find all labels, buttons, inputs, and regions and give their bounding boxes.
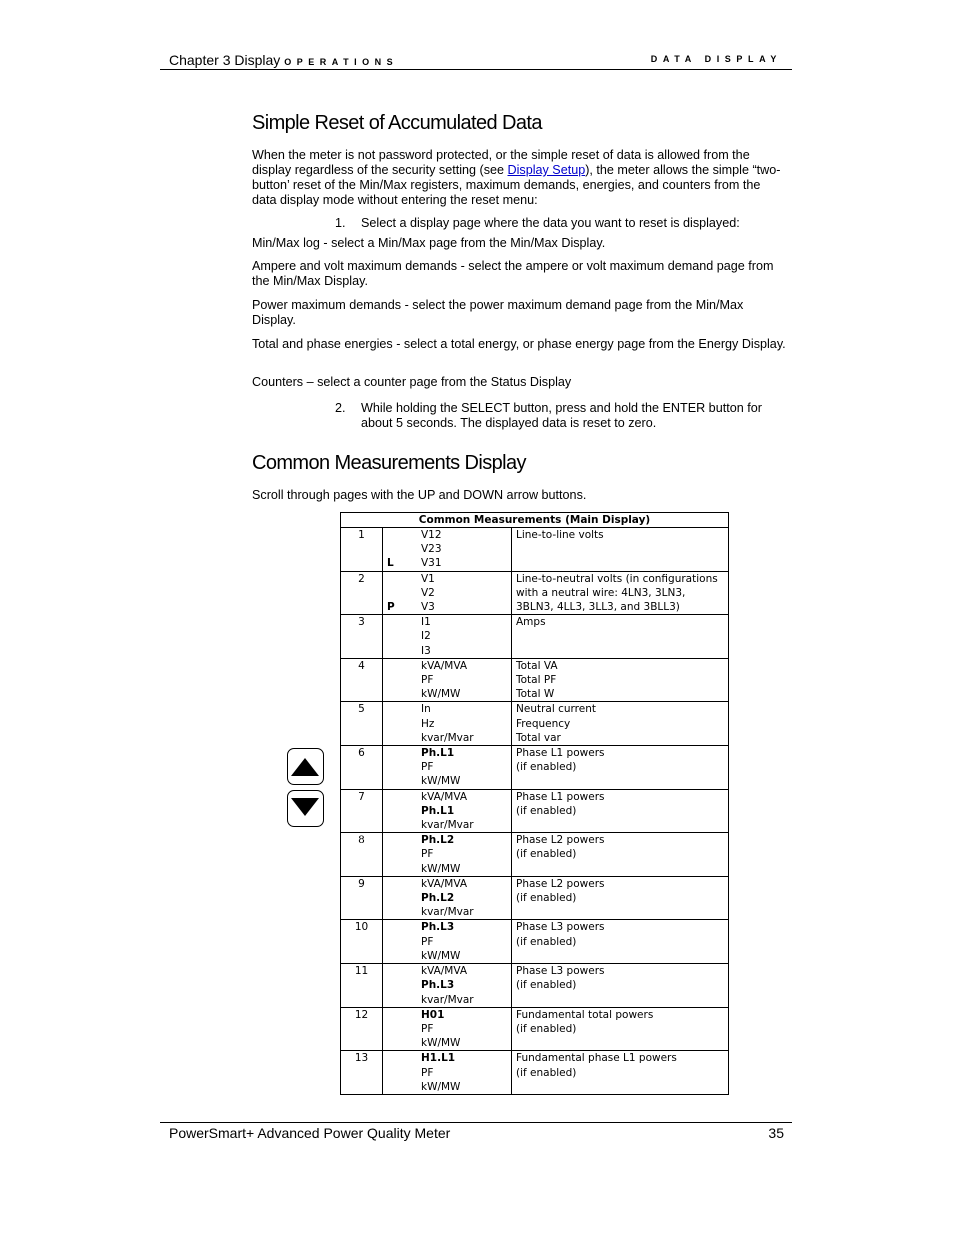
display-code: Ph.L1 — [421, 804, 455, 817]
table-title: Common Measurements (Main Display) — [341, 513, 729, 528]
display-code: PF — [421, 1022, 434, 1035]
table-row — [341, 920, 729, 964]
display-code-cell — [383, 920, 512, 964]
page-number-cell: 11 — [341, 964, 383, 1008]
section-title-simple-reset: Simple Reset of Accumulated Data — [252, 112, 542, 134]
page-header — [160, 52, 792, 70]
reset-item: Ampere and volt maximum demands - select the ampere or volt maximum demand page from the Min/Max Display. — [252, 259, 774, 288]
display-setup-link[interactable]: Display Setup — [507, 163, 586, 177]
description-cell — [512, 1051, 729, 1095]
display-line — [383, 1080, 511, 1094]
description-line: 3BLN3, 4LL3, 3LL3, and 3BLL3) — [516, 601, 680, 614]
display-line — [383, 949, 511, 963]
display-code: I2 — [421, 630, 431, 643]
display-code: V23 — [421, 543, 442, 556]
description-cell — [512, 571, 729, 615]
display-line — [383, 528, 511, 542]
display-code-cell — [383, 789, 512, 833]
display-code: kW/MW — [421, 949, 461, 962]
description-line: Fundamental phase L1 powers — [516, 1052, 677, 1065]
display-code: In — [421, 703, 431, 716]
page-number-cell: 7 — [341, 789, 383, 833]
header-chapter: Chapter 3 Display OPERATIONS — [169, 52, 399, 68]
display-code: kW/MW — [421, 775, 461, 788]
description-line: (if enabled) — [516, 761, 577, 774]
up-button[interactable] — [287, 748, 324, 785]
description-line: Neutral current — [516, 703, 596, 716]
page-number-cell: 10 — [341, 920, 383, 964]
section-title-common-measurements: Common Measurements Display — [252, 452, 526, 474]
step-number: 1. — [335, 216, 346, 230]
display-line — [383, 833, 511, 847]
table-row — [341, 702, 729, 746]
measurements-table — [340, 512, 729, 1095]
description-line: (if enabled) — [516, 1066, 577, 1079]
display-code: Ph.L3 — [421, 921, 455, 934]
display-code: PF — [421, 761, 434, 774]
description-cell — [512, 964, 729, 1008]
table-row — [341, 1051, 729, 1095]
page-number-cell: 2 — [341, 571, 383, 615]
description-cell — [512, 876, 729, 920]
page-number-cell: 4 — [341, 658, 383, 702]
display-line — [383, 1008, 511, 1022]
description-line: (if enabled) — [516, 979, 577, 992]
display-line — [383, 790, 511, 804]
display-code-cell — [383, 1051, 512, 1095]
display-code: H01 — [421, 1008, 445, 1021]
page-number-cell: 5 — [341, 702, 383, 746]
down-button[interactable] — [287, 790, 324, 827]
display-line — [383, 746, 511, 760]
step-text: Select a display page where the data you want to reset is displayed: — [361, 216, 740, 230]
down-arrow-icon — [291, 794, 319, 822]
page-number-cell: 6 — [341, 746, 383, 790]
description-cell — [512, 702, 729, 746]
display-code: Ph.L1 — [421, 747, 455, 760]
display-line — [383, 1066, 511, 1080]
display-code-cell — [383, 746, 512, 790]
page-number-cell: 9 — [341, 876, 383, 920]
reset-item: Counters – select a counter page from the Status Display — [252, 375, 572, 389]
description-line: Phase L2 powers — [516, 877, 605, 890]
display-code-cell — [383, 876, 512, 920]
description-line: (if enabled) — [516, 848, 577, 861]
description-line: Line-to-neutral volts (in configurations — [516, 572, 718, 585]
description-cell — [512, 1007, 729, 1051]
description-line: Frequency — [516, 717, 571, 730]
step-text: While holding the SELECT button, press and hold the ENTER button for about 5 seconds. The displayed data is reset to zero. — [361, 401, 762, 430]
display-code: kVA/MVA — [421, 790, 468, 803]
display-code: Ph.L2 — [421, 892, 455, 905]
display-code: PF — [421, 1066, 434, 1079]
display-line — [383, 804, 511, 818]
display-line — [383, 717, 511, 731]
table-row — [341, 964, 729, 1008]
display-code-cell — [383, 528, 512, 572]
display-line — [383, 847, 511, 861]
description-line: Total W — [516, 688, 555, 701]
display-line — [383, 687, 511, 701]
display-line — [383, 615, 511, 629]
step-number: 2. — [335, 401, 346, 415]
display-line — [383, 659, 511, 673]
display-line — [383, 935, 511, 949]
description-cell — [512, 615, 729, 659]
display-code: PF — [421, 848, 434, 861]
description-cell — [512, 833, 729, 877]
display-line — [383, 731, 511, 745]
display-line — [383, 877, 511, 891]
display-code: kvar/Mvar — [421, 993, 474, 1006]
display-line — [383, 629, 511, 643]
display-line — [383, 1036, 511, 1050]
display-code: kW/MW — [421, 1037, 461, 1050]
description-line: (if enabled) — [516, 935, 577, 948]
up-arrow-icon — [291, 752, 319, 780]
display-code-cell — [383, 833, 512, 877]
header-section: OPERATIONS — [284, 57, 399, 67]
description-line: Line-to-line volts — [516, 529, 604, 541]
display-code: V1 — [421, 572, 435, 585]
display-code: I3 — [421, 644, 431, 657]
page-number-cell: 13 — [341, 1051, 383, 1095]
display-line — [383, 702, 511, 716]
display-line — [383, 818, 511, 832]
display-line — [383, 993, 511, 1007]
display-code-cell — [383, 702, 512, 746]
display-code: PF — [421, 674, 434, 687]
page-number: 35 — [768, 1125, 784, 1141]
display-code: kvar/Mvar — [421, 819, 474, 832]
display-code-cell — [383, 1007, 512, 1051]
description-cell — [512, 920, 729, 964]
mode-marker: L — [387, 557, 394, 570]
description-line: Phase L1 powers — [516, 747, 605, 760]
display-line — [383, 673, 511, 687]
display-code-cell — [383, 615, 512, 659]
display-line — [383, 964, 511, 978]
display-code: kvar/Mvar — [421, 731, 474, 744]
display-code-cell — [383, 571, 512, 615]
page-number-cell: 3 — [341, 615, 383, 659]
scroll-instruction: Scroll through pages with the UP and DOWN arrow buttons. — [252, 488, 587, 502]
display-line — [383, 572, 511, 586]
display-line — [383, 774, 511, 788]
description-line: Amps — [516, 616, 546, 629]
description-line: Total var — [516, 731, 561, 744]
display-code: kVA/MVA — [421, 659, 468, 672]
display-code: kVA/MVA — [421, 965, 468, 978]
table-row — [341, 746, 729, 790]
display-code: V12 — [421, 529, 442, 541]
mode-marker: P — [387, 601, 395, 614]
display-code: kW/MW — [421, 688, 461, 701]
intro-paragraph: When the meter is not password protected, or the simple reset of data is allowed from the display regardless of the security setting (see Display Setup), the meter allows the simple “two-button’ reset of the Min/Max registers, maximum demands, energies, and counters from the data display mode without entering the reset menu: — [252, 148, 781, 207]
display-code-cell — [383, 964, 512, 1008]
display-code: kW/MW — [421, 1080, 461, 1093]
reset-item: Min/Max log - select a Min/Max page from the Min/Max Display. — [252, 236, 606, 250]
page-number-cell: 12 — [341, 1007, 383, 1051]
display-line — [383, 920, 511, 934]
description-line: Phase L3 powers — [516, 965, 605, 978]
description-line: with a neutral wire: 4LN3, 3LN3, — [516, 586, 686, 599]
display-line — [383, 862, 511, 876]
description-line: (if enabled) — [516, 892, 577, 905]
table-row — [341, 615, 729, 659]
header-right: DATA DISPLAY — [650, 54, 782, 64]
page-footer — [160, 1122, 792, 1141]
display-line — [383, 644, 511, 658]
display-line — [383, 891, 511, 905]
table-row — [341, 876, 729, 920]
display-line — [383, 600, 511, 614]
description-cell — [512, 789, 729, 833]
display-line — [383, 1051, 511, 1065]
display-line — [383, 905, 511, 919]
display-code: kW/MW — [421, 862, 461, 875]
display-code: H1.L1 — [421, 1052, 456, 1065]
table-row — [341, 833, 729, 877]
display-code: V2 — [421, 586, 435, 599]
display-code: Hz — [421, 717, 435, 730]
description-cell — [512, 746, 729, 790]
footer-title: PowerSmart+ Advanced Power Quality Meter — [169, 1125, 451, 1141]
table-row — [341, 789, 729, 833]
description-line: Fundamental total powers — [516, 1008, 654, 1021]
display-code: V3 — [421, 601, 435, 614]
display-line — [383, 542, 511, 556]
display-code: kvar/Mvar — [421, 906, 474, 919]
description-line: Total PF — [516, 674, 557, 687]
display-line — [383, 978, 511, 992]
description-line: Total VA — [516, 659, 558, 672]
display-code: Ph.L3 — [421, 979, 455, 992]
display-code: V31 — [421, 557, 442, 570]
display-line — [383, 556, 511, 570]
table-row — [341, 658, 729, 702]
page-number-cell: 1 — [341, 528, 383, 572]
reset-item: Power maximum demands - select the power maximum demand page from the Min/Max Display. — [252, 298, 744, 327]
description-line: Phase L2 powers — [516, 834, 605, 847]
display-line — [383, 760, 511, 774]
display-code: kVA/MVA — [421, 877, 468, 890]
display-code: PF — [421, 935, 434, 948]
description-line: Phase L1 powers — [516, 790, 605, 803]
description-line: (if enabled) — [516, 1022, 577, 1035]
display-code: Ph.L2 — [421, 834, 455, 847]
display-code: I1 — [421, 616, 431, 629]
table-row — [341, 571, 729, 615]
reset-item: Total and phase energies - select a total energy, or phase energy page from the Energy Display. — [252, 337, 786, 351]
display-line — [383, 586, 511, 600]
display-code-cell — [383, 658, 512, 702]
description-cell — [512, 528, 729, 572]
description-cell — [512, 658, 729, 702]
page-number-cell: 8 — [341, 833, 383, 877]
display-line — [383, 1022, 511, 1036]
description-line: (if enabled) — [516, 804, 577, 817]
description-line: Phase L3 powers — [516, 921, 605, 934]
table-row — [341, 528, 729, 572]
table-row — [341, 1007, 729, 1051]
